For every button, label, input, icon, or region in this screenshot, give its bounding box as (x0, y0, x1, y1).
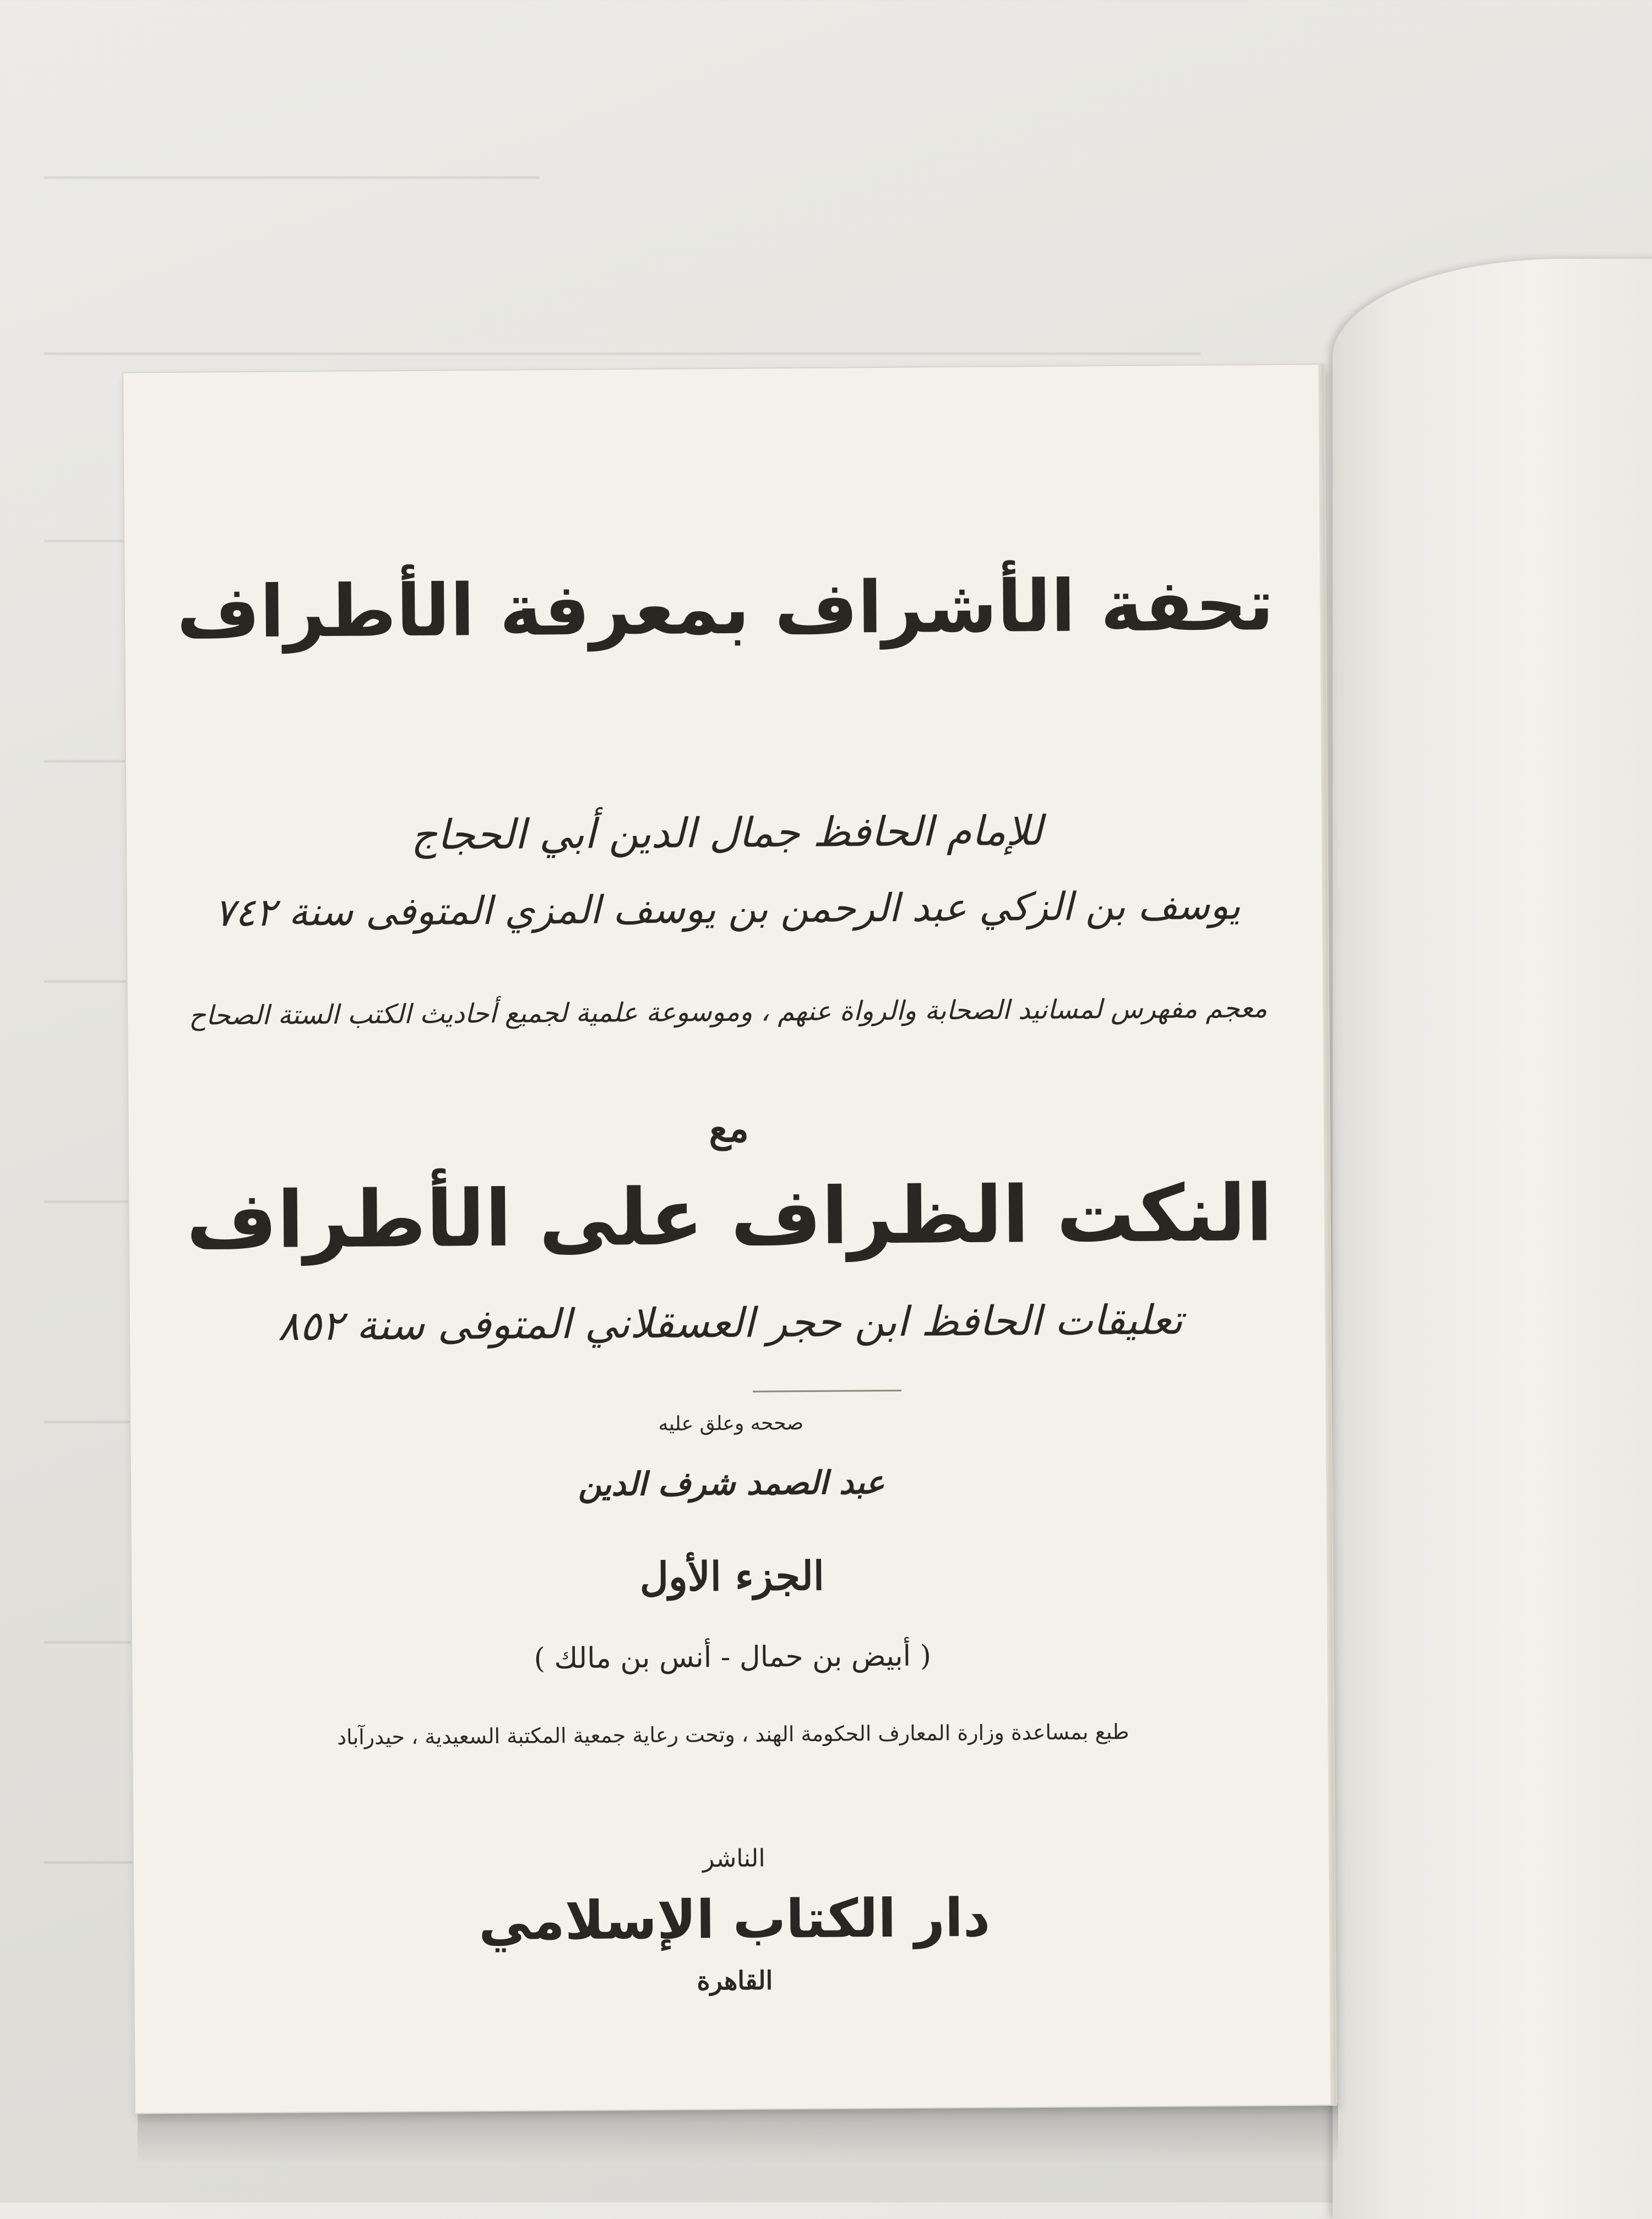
second-author: تعليقات الحافظ ابن حجر العسقلاني المتوفى سنة ٨٥٢ (277, 1296, 1183, 1350)
bleed-line (44, 352, 1200, 355)
part-range: ( أبيض بن حمال - أنس بن مالك ) (534, 1639, 932, 1676)
edited-by-label: صححه وعلق عليه (658, 1412, 804, 1435)
bleed-line (44, 176, 540, 179)
printing-note: طبع بمساعدة وزارة المعارف الحكومة الهند ، وتحت رعاية جمعية المكتبة السعيدية ، حيدرآباد (336, 1719, 1129, 1749)
with-label: مع (709, 1106, 749, 1151)
title-page (123, 365, 1336, 2113)
author-line-1: للإمام الحافظ جمال الدين أبي الحجاج (411, 807, 1043, 860)
publisher-label: الناشر (702, 1844, 765, 1873)
book-description: معجم مفهرس لمسانيد الصحابة والرواة عنهم ، وموسوعة علمية لجميع أحاديث الكتب الستة الصحاح (188, 993, 1268, 1031)
publisher-city: القاهرة (697, 1965, 773, 1996)
publisher-name: دار الكتاب الإسلامي (478, 1886, 991, 1952)
author-line-2: يوسف بن الزكي عبد الرحمن بن يوسف المزي المتوفى سنة ٧٤٢ (214, 883, 1241, 936)
page-shadow (138, 2103, 1338, 2164)
editor-name: عبد الصمد شرف الدين (578, 1464, 885, 1503)
part-label: الجزء الأول (639, 1552, 825, 1601)
second-title: النكت الظراف على الأطراف (186, 1168, 1273, 1266)
facing-page (1333, 259, 1652, 2219)
main-title: تحفة الأشراف بمعرفة الأطراف (176, 563, 1274, 654)
divider-rule (753, 1390, 901, 1393)
